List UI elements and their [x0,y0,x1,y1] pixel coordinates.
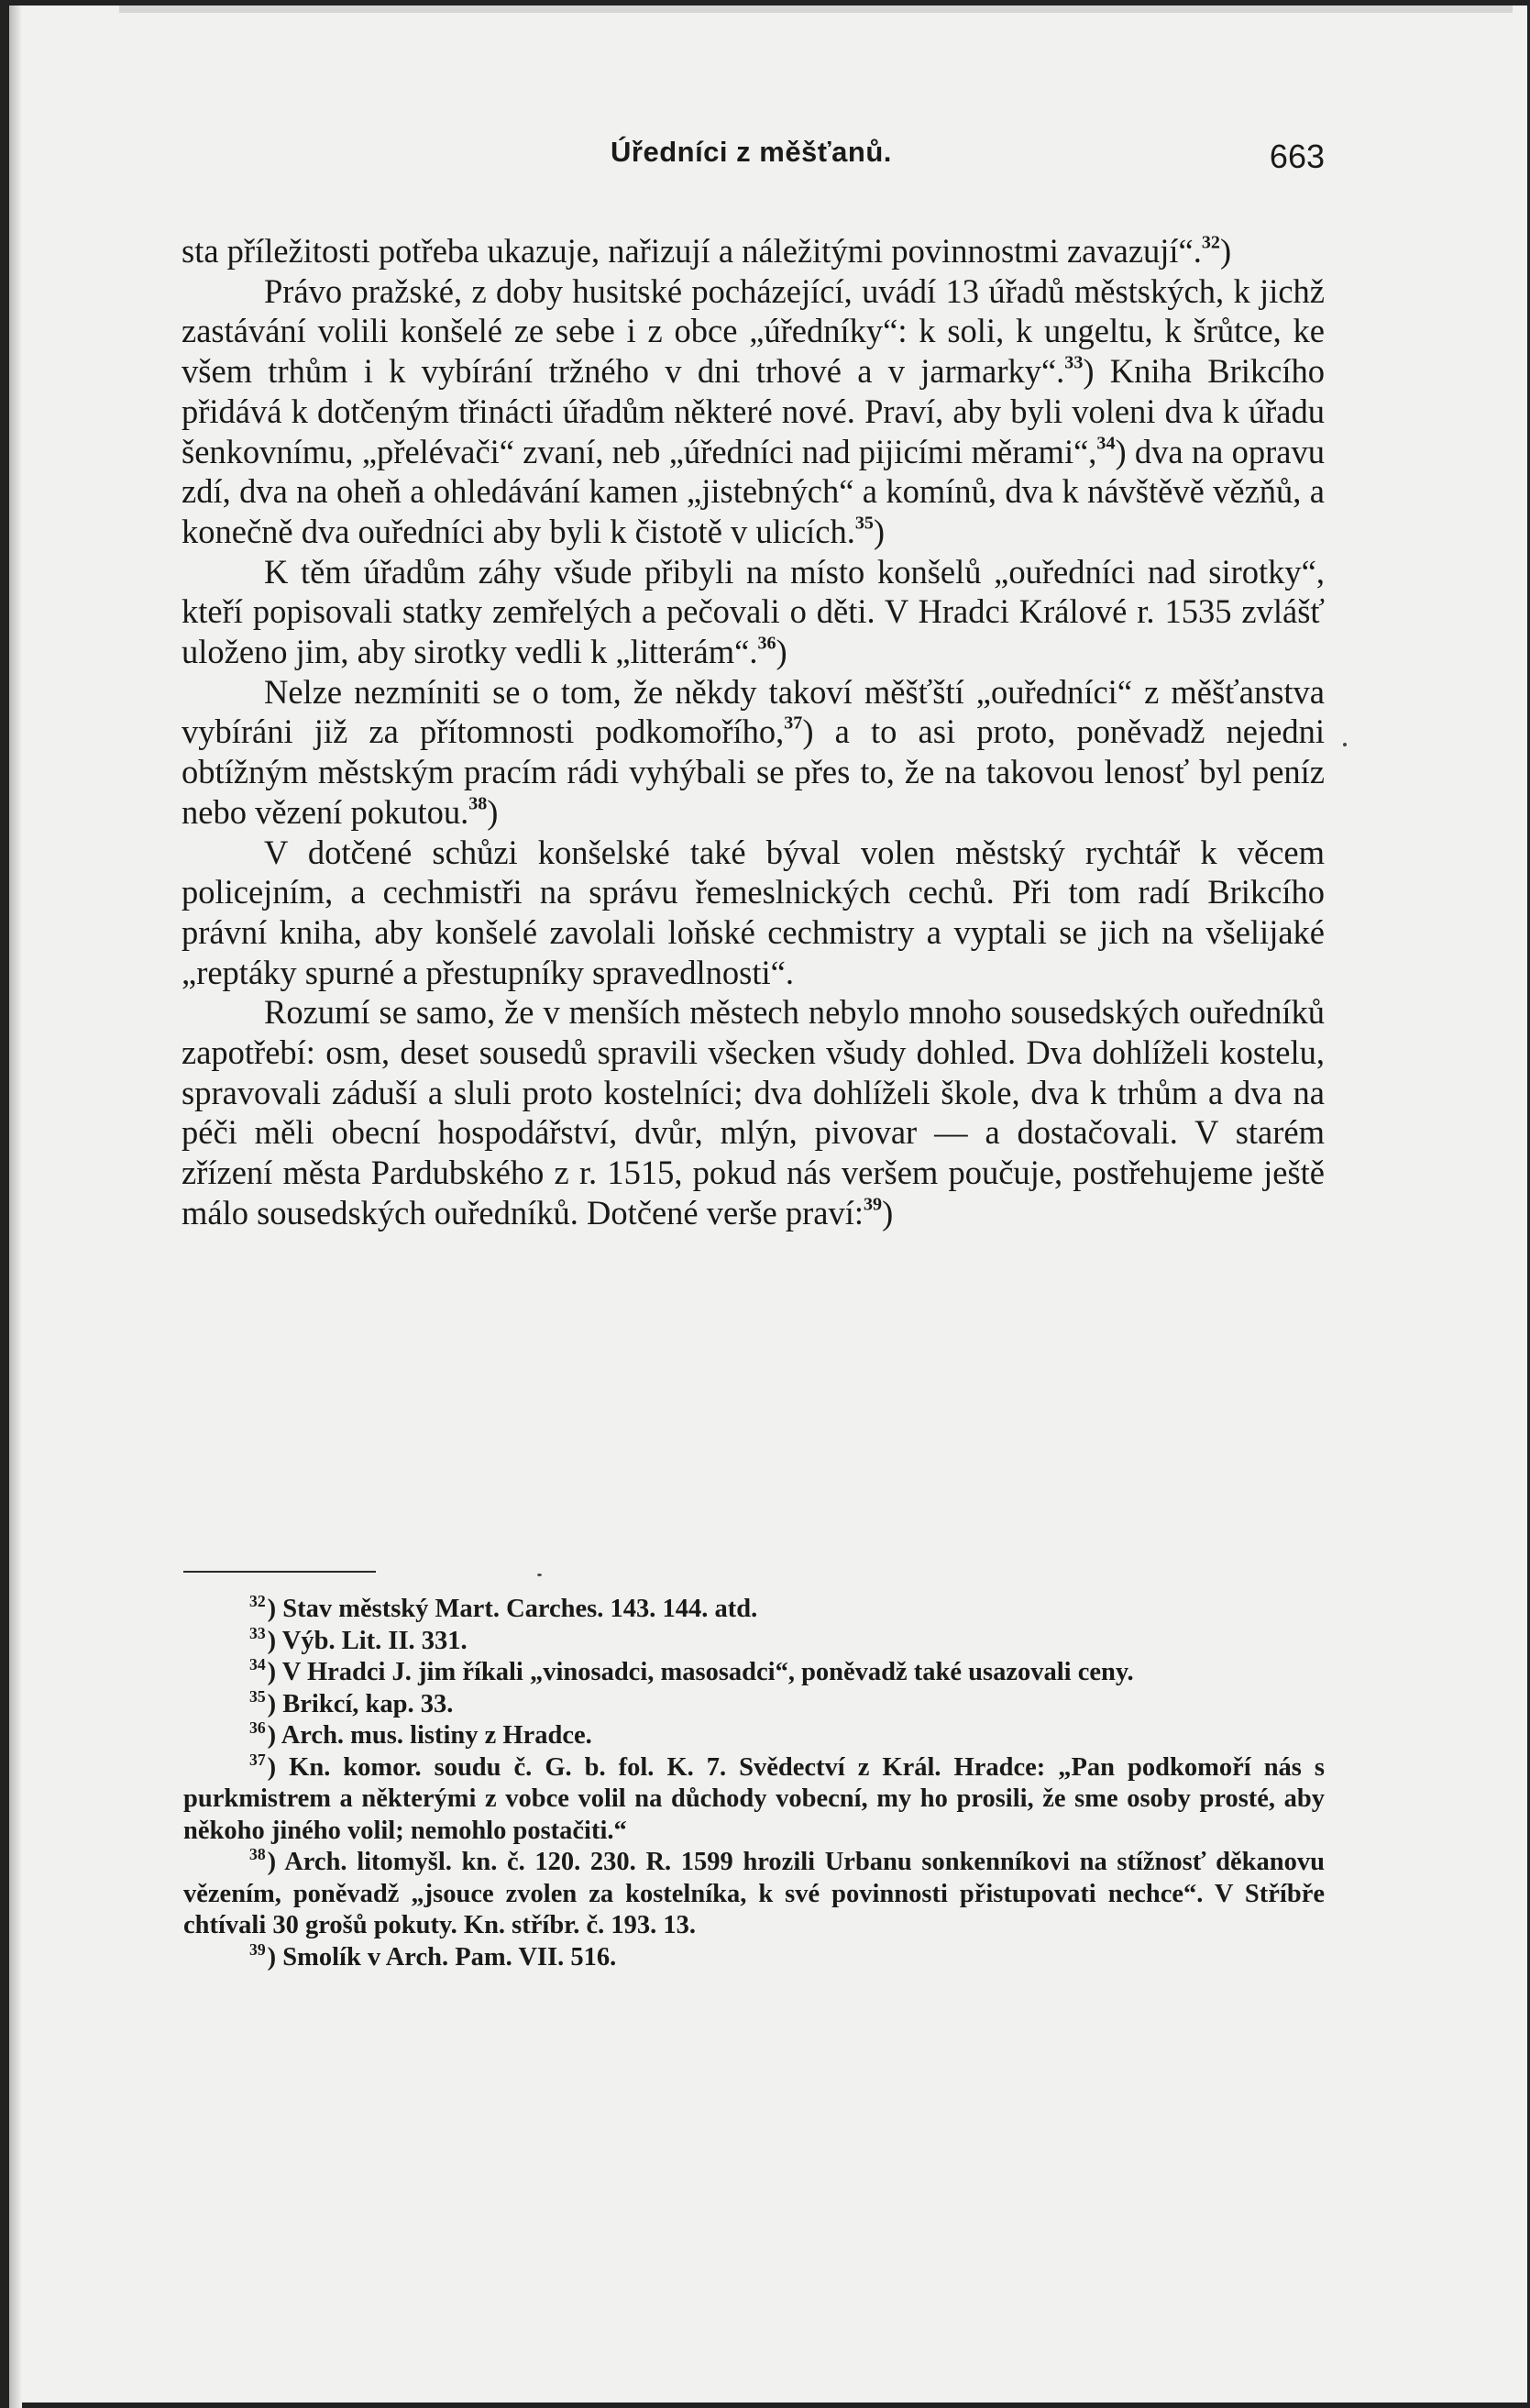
paragraph-4: Nelze nezmíniti se o tom, že někdy takoví měšťští „ouředníci“ z měšťanstva vybíráni již za přítomnosti podkomořího,$^{37}$) a to asi proto, poněvadž nejedni obtížným městským pracím rádi vyhýbali se přes to, že na takovou lenosť byl peníz nebo vězení pokutou.$^{38}$) [182,672,1325,831]
running-head: Úředníci z měšťanů. [611,136,892,168]
page-top-edge [119,6,1513,13]
scan-speck [1343,743,1347,746]
footnote-mark: 33 [249,1623,266,1642]
paragraph-3: K těm úřadům záhy všude přibyli na místo konšelů „ouředníci nad sirotky“, kteří popisovali statky zemřelých a pečovali o děti. V Hradci Králové r. 1535 zvlášť uloženo jim, aby sirotky vedli k „litterám“.$^{36}$) [182,552,1325,671]
footnote-ref[interactable]: 37 [784,712,803,734]
paragraph-1: sta příležitosti potřeba ukazuje, nařizují a náležitými povinnostmi zavazují“.$^{32}$) [182,232,1232,270]
footnote-33: $^{33}$) Výb. Lit. II. 331. [249,1623,468,1655]
scan-speck [537,1574,542,1576]
footnote-37: $^{37}$) Kn. komor. soudu č. G. b. fol. K. 7. Svědectví z Král. Hradce: „Pan podkomoří nás s purkmistrem a některými z vobce volil na důchody vobecní, my ho prosili, že sme osoby prosté, aby někoho jiného volil; nemohlo postačiti.“ [183,1750,1325,1845]
footnote-32: $^{32}$) Stav městský Mart. Carches. 143. 144. atd. [249,1592,758,1623]
page-edge-shadow [9,6,22,2408]
footnote-mark: 34 [249,1655,266,1674]
paragraph-6: Rozumí se samo, že v menších městech nebylo mnoho sousedských ouředníků zapotřebí: osm, deset sousedů spravili všecken všudy dohled. Dva dohlíželi kostelu, spravovali záduší a sluli proto kostelníci; dva dohlíželi škole, dva k trhům a dva na péči měli obecní hospodářství, dvůr, mlýn, pivovar — a dostačovali. V starém zřízení města Pardubského z r. 1515, pokud nás veršem poučuje, postřehujeme ještě málo sousedských ouředníků. Dotčené verše praví:$^{39}$) [182,993,1325,1232]
footnote-36: $^{36}$) Arch. mus. listiny z Hradce. [249,1718,592,1750]
footnote-mark: 37 [249,1750,266,1769]
page-number: 663 [1269,138,1325,175]
footnote-ref[interactable]: 32 [1201,232,1220,253]
footnote-mark: 32 [249,1592,266,1611]
footnote-ref[interactable]: 35 [854,513,874,534]
footnote-34: $^{34}$) V Hradci J. jim říkali „vinosadci, masosadci“, poněvadž také usazovali ceny. [249,1655,1134,1686]
footnote-ref[interactable]: 34 [1096,432,1116,453]
footnote-mark: 35 [249,1686,266,1706]
footnote-35: $^{35}$) Brikcí, kap. 33. [249,1686,454,1718]
body-text [182,231,1325,1233]
paragraph-2: Právo pražské, z doby husitské pocházející, uvádí 13 úřadů městských, k jichž zastávání volili konšelé ze sebe i z obce „úředníky“: k soli, k ungeltu, k šrůtce, ke všem trhům i k vybírání tržného v dni trhové a v jarmarky“.$^{33}$) Kniha Brikcího přidává k dotčeným třinácti úřadům některé nové. Praví, aby byli voleni dva k úřadu šenkovnímu, „přelévači“ zvaní, neb „úředníci nad pijicími měrami“,$^{34}$) dva na opravu zdí, dva na oheň a ohledávání kamen „jistebných“ a komínů, dva k návštěvě vězňů, a konečně dva ouředníci aby byli k čistotě v ulicích.$^{35}$) [182,271,1326,550]
footnote-mark: 39 [249,1939,266,1959]
footnote-ref[interactable]: 39 [864,1194,883,1215]
footnote-ref[interactable]: 36 [757,633,776,654]
footnote-mark: 38 [249,1845,266,1864]
footnotes [183,1594,1325,1973]
footnote-separator [183,1571,376,1573]
footnote-ref[interactable]: 33 [1064,352,1084,373]
paragraph-5: V dotčené schůzi konšelské také býval volen městský rychtář k věcem policejním, a cechmistři na správu řemeslnických cechů. Při tom radí Brikcího právní kniha, aby konšelé zavolali loňské cechmistry a vyptali se jich na všelijaké „reptáky spurné a přestupníky spravedlnosti“. [182,833,1325,991]
footnote-mark: 36 [249,1718,266,1738]
footnote-38: $^{38}$) Arch. litomyšl. kn. č. 120. 230. R. 1599 hrozili Urbanu sonkenníkovi na stížnosť děkanovu vězením, poněvadž „jsouce zvolen za kostelníka, k své povinnosti přistupovati nechce“. V Stříbře chtívali 30 grošů pokuty. Kn. stříbr. č. 193. 13. [183,1845,1325,1939]
footnote-ref[interactable]: 38 [468,793,488,814]
footnote-39: $^{39}$) Smolík v Arch. Pam. VII. 516. [249,1939,617,1972]
